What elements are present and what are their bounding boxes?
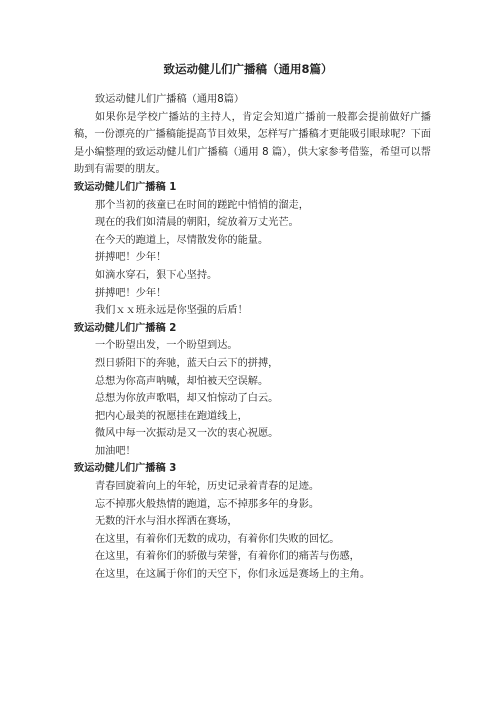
section-line: 在这里，有着你们的骄傲与荣誉，有着你们的痛苦与伤感， <box>95 551 360 563</box>
section-line: 忘不掉那火般热情的跑道，忘不掉那多年的身影。 <box>95 498 320 510</box>
section-line: 青春回旋着向上的年轮，历史记录着青春的足迹。 <box>95 481 320 493</box>
section-line: 一个盼望出发，一个盼望到达。 <box>95 340 238 352</box>
section-line: 把内心最美的祝愿挂在跑道线上， <box>95 410 248 422</box>
section-line: 拼搏吧！少年！ <box>95 287 167 299</box>
document-subtitle: 致运动健儿们广播稿（通用8篇） <box>95 94 245 105</box>
section-line: 加油吧！ <box>95 445 136 457</box>
section-line: 烈日骄阳下的奔驰，蓝天白云下的拼搏， <box>95 357 279 369</box>
section-line: 总想为你高声呐喊，却怕被天空误解。 <box>95 375 269 387</box>
document-body <box>74 91 431 584</box>
section-heading: 致运动健儿们广播稿 1 <box>74 181 177 193</box>
section-line: 在今天的跑道上，尽情散发你的能量。 <box>95 234 269 246</box>
section-line: 那个当初的孩童已在时间的蹉跎中悄悄的溜走， <box>95 199 309 211</box>
section-line: 总想为你放声歌唱，却又怕惊动了白云。 <box>95 393 279 405</box>
section-line: 微风中每一次振动是又一次的衷心祝愿。 <box>95 428 279 440</box>
section-line: 现在的我们如清晨的朝阳，绽放着万丈光芒。 <box>95 217 299 229</box>
section-line: 我们ｘｘ班永远是你坚强的后盾！ <box>95 305 248 317</box>
section-line: 拼搏吧！少年！ <box>95 252 167 264</box>
section-heading: 致运动健儿们广播稿 2 <box>74 322 177 334</box>
section-line: 如滴水穿石，狠下心坚持。 <box>95 269 218 281</box>
section-heading: 致运动健儿们广播稿 3 <box>74 463 177 475</box>
document-title: 致运动健儿们广播稿（通用8篇） <box>163 62 333 76</box>
section-line: 无数的汗水与泪水挥洒在赛场， <box>95 516 238 528</box>
section-line: 在这里，有着你们无数的成功，有着你们失败的回忆。 <box>95 533 340 545</box>
section-line: 在这里，在这属于你们的天空下，你们永远是赛场上的主角。 <box>95 569 371 581</box>
intro-paragraph: 如果你是学校广播站的主持人，肯定会知道广播前一般都会提前做好广播稿，一份漂亮的广播稿能提高节目效果，怎样写广播稿才更能吸引眼球呢？下面是小编整理的致运动健儿们广播稿（通用 8 篇），供大家参考借鉴，希望可以帮助到有需要的朋友。 <box>74 111 431 176</box>
